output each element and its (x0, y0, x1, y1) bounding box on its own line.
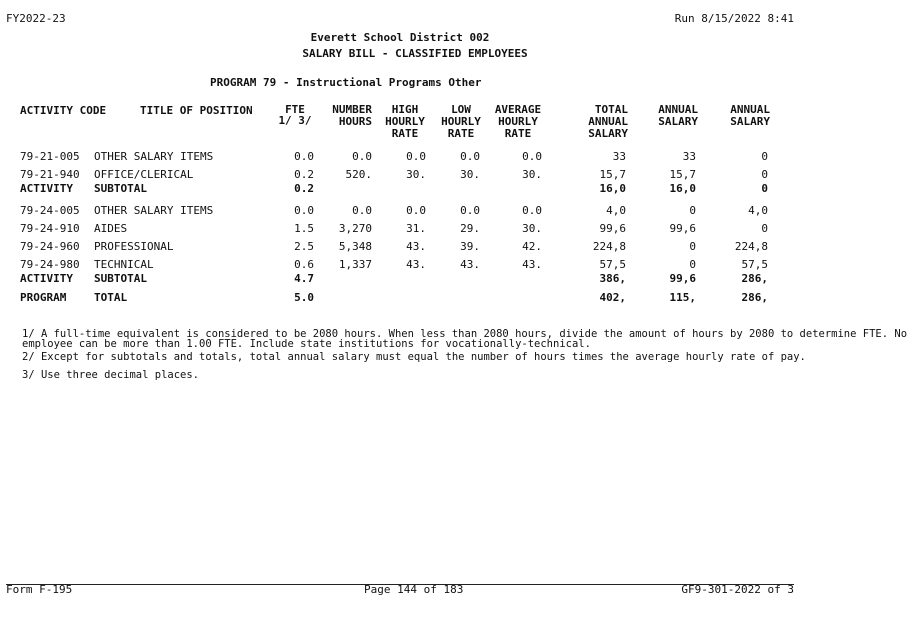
run-stamp: Run 8/15/2022 8:41 (674, 12, 794, 25)
cell-fund1-salary: 0 (689, 240, 696, 253)
cell-total-salary: 33 (612, 150, 626, 163)
cell-avg-rate: 0.0 (522, 150, 542, 163)
cell-hours: 5,348 (338, 240, 372, 253)
cell-high-rate: 43. (406, 258, 426, 271)
cell-fund2-salary: 4,0 (748, 204, 768, 217)
cell-fund1-salary: 99,6 (669, 272, 696, 285)
cell-fund2-salary: 0 (761, 168, 768, 181)
footer-code: GF9-301-2022 of 3 (681, 583, 794, 596)
col-fund1-salary: ANNUAL SALARY (658, 103, 698, 128)
cell-high-rate: 0.0 (406, 150, 426, 163)
cell-low-rate: 29. (460, 222, 480, 235)
cell-low-rate: 30. (460, 168, 480, 181)
cell-code: ACTIVITY (20, 272, 73, 285)
col-high-rate: HIGH HOURLY RATE (385, 103, 425, 140)
cell-title: OTHER SALARY ITEMS (94, 150, 214, 163)
cell-fund2-salary: 286, (741, 291, 768, 304)
cell-low-rate: 0.0 (460, 150, 480, 163)
cell-fund1-salary: 33 (682, 150, 696, 163)
cell-fund1-salary: 115, (669, 291, 696, 304)
cell-total-salary: 386, (599, 272, 626, 285)
cell-code: 79-24-005 (20, 204, 80, 217)
footnote-1-line-1: 1/ A full-time equivalent is considered to be 2080 hours. When less than 2080 hours, divide the amount of hours by 2080 to determine FTE. No (22, 328, 907, 340)
cell-code: 79-21-940 (20, 168, 80, 181)
cell-hours: 0.0 (352, 150, 372, 163)
cell-code: 79-21-005 (20, 150, 80, 163)
cell-fte: 5.0 (294, 291, 314, 304)
cell-code: 79-24-980 (20, 258, 80, 271)
cell-code: ACTIVITY (20, 182, 73, 195)
cell-total-salary: 57,5 (599, 258, 626, 271)
cell-total-salary: 15,7 (599, 168, 626, 181)
cell-fte: 4.7 (294, 272, 314, 285)
cell-high-rate: 0.0 (406, 204, 426, 217)
cell-title: AIDES (94, 222, 128, 235)
cell-title: OTHER SALARY ITEMS (94, 204, 214, 217)
page-number: Page 144 of 183 (364, 583, 464, 596)
cell-title: TOTAL (94, 291, 128, 304)
cell-fund2-salary: 0 (761, 182, 768, 195)
cell-title: PROFESSIONAL (94, 240, 174, 253)
cell-title: TECHNICAL (94, 258, 154, 271)
cell-fte: 0.6 (294, 258, 314, 271)
cell-hours: 1,337 (338, 258, 372, 271)
col-avg-rate: AVERAGE HOURLY RATE (494, 103, 542, 140)
cell-total-salary: 4,0 (606, 204, 626, 217)
cell-fte: 0.0 (294, 150, 314, 163)
district-name: Everett School District 002 (310, 31, 490, 44)
cell-fte: 0.2 (294, 182, 314, 195)
cell-fund1-salary: 99,6 (669, 222, 696, 235)
cell-title: SUBTOTAL (94, 182, 147, 195)
cell-fund1-salary: 0 (689, 204, 696, 217)
cell-fte: 1.5 (294, 222, 314, 235)
cell-total-salary: 224,8 (592, 240, 626, 253)
col-low-rate: LOW HOURLY RATE (441, 103, 481, 140)
cell-high-rate: 43. (406, 240, 426, 253)
cell-total-salary: 99,6 (599, 222, 626, 235)
cell-hours: 3,270 (338, 222, 372, 235)
cell-avg-rate: 43. (522, 258, 542, 271)
cell-hours: 520. (345, 168, 372, 181)
cell-avg-rate: 30. (522, 222, 542, 235)
col-fund2-salary: ANNUAL SALARY (730, 103, 770, 128)
cell-fund1-salary: 16,0 (669, 182, 696, 195)
report-title: SALARY BILL - CLASSIFIED EMPLOYEES (302, 47, 528, 60)
cell-hours: 0.0 (352, 204, 372, 217)
cell-fte: 0.2 (294, 168, 314, 181)
cell-fte: 2.5 (294, 240, 314, 253)
cell-total-salary: 402, (599, 291, 626, 304)
cell-code: PROGRAM (20, 291, 67, 304)
form-number: Form F-195 (6, 583, 73, 596)
cell-high-rate: 31. (406, 222, 426, 235)
cell-fund1-salary: 15,7 (669, 168, 696, 181)
cell-low-rate: 43. (460, 258, 480, 271)
col-fte: FTE 1/ 3/ (278, 103, 312, 127)
cell-fund2-salary: 57,5 (741, 258, 768, 271)
cell-low-rate: 39. (460, 240, 480, 253)
cell-fte: 0.0 (294, 204, 314, 217)
cell-total-salary: 16,0 (599, 182, 626, 195)
cell-fund2-salary: 224,8 (734, 240, 768, 253)
cell-title: OFFICE/CLERICAL (94, 168, 194, 181)
cell-high-rate: 30. (406, 168, 426, 181)
cell-code: 79-24-960 (20, 240, 80, 253)
cell-avg-rate: 30. (522, 168, 542, 181)
col-activity: ACTIVITY CODE (20, 104, 107, 117)
cell-fund1-salary: 0 (689, 258, 696, 271)
footnote-1-line-2: employee can be more than 1.00 FTE. Include state institutions for vocationally-technical. (22, 338, 591, 350)
footnote-3: 3/ Use three decimal places. (22, 369, 200, 381)
cell-avg-rate: 42. (522, 240, 542, 253)
cell-title: SUBTOTAL (94, 272, 147, 285)
cell-code: 79-24-910 (20, 222, 80, 235)
cell-fund2-salary: 286, (741, 272, 768, 285)
cell-fund2-salary: 0 (761, 150, 768, 163)
fiscal-year: FY2022-23 (6, 12, 66, 25)
program-title: PROGRAM 79 - Instructional Programs Other (210, 76, 482, 89)
col-title: TITLE OF POSITION (140, 104, 253, 117)
cell-fund2-salary: 0 (761, 222, 768, 235)
footnote-2: 2/ Except for subtotals and totals, total annual salary must equal the number of hours times the average hourly rate of pay. (22, 351, 806, 363)
col-number-hours: NUMBER HOURS (332, 103, 372, 128)
cell-low-rate: 0.0 (460, 204, 480, 217)
cell-avg-rate: 0.0 (522, 204, 542, 217)
col-total-salary: TOTAL ANNUAL SALARY (588, 103, 628, 140)
